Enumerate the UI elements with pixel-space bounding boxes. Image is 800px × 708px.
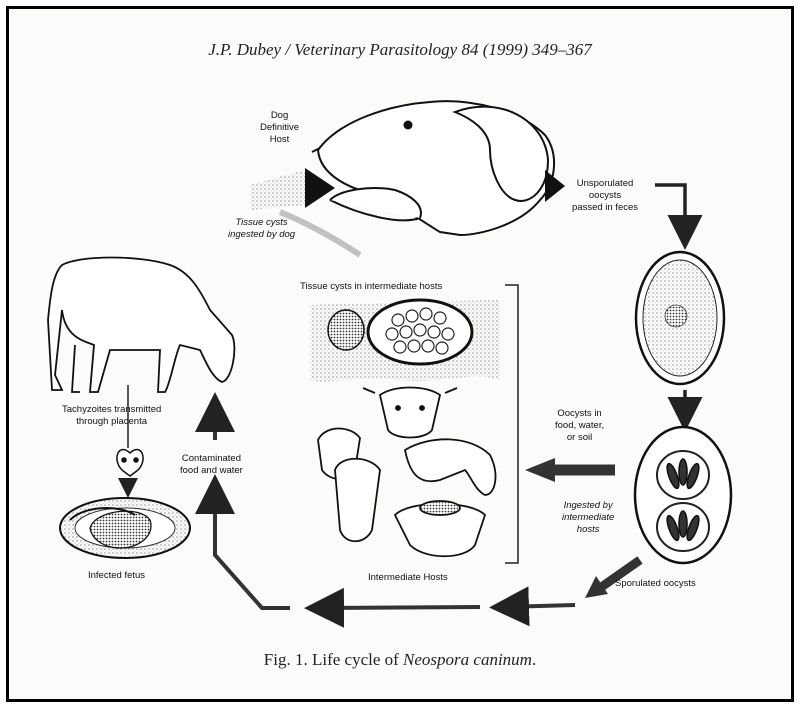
intermediate-hosts-illustration (318, 388, 495, 557)
label-sporulated-oocysts: Sporulated oocysts (615, 578, 696, 589)
figure-caption: Fig. 1. Life cycle of Neospora caninum. (263, 650, 537, 669)
arrow-contaminated-food (215, 490, 290, 608)
label-tachyzoites: Tachyzoites transmitted through placenta (62, 404, 162, 427)
arrow-to-unsporulated-oocyst (655, 185, 685, 236)
running-head: J.P. Dubey / Veterinary Parasitology 84 (1999) 349–367 (208, 40, 592, 59)
tissue-cyst-illustration (310, 300, 500, 381)
label-intermediate-hosts: Intermediate Hosts (368, 572, 448, 583)
label-tissue-cysts-ingested: Tissue cysts ingested by dog (228, 217, 296, 240)
label-contaminated-food: Contaminated food and water (180, 453, 243, 476)
intermediate-hosts-bracket (505, 285, 518, 563)
arrow-out-of-dog (545, 170, 565, 202)
placenta-icon (117, 450, 143, 476)
tissue-cysts-flow-band (250, 170, 305, 210)
label-tissue-cysts-intermediate: Tissue cysts in intermediate hosts (300, 281, 443, 292)
arrow-return-2 (320, 607, 480, 608)
label-oocysts-in-food: Oocysts in food, water, or soil (555, 408, 605, 443)
arrow-return-1 (505, 605, 575, 607)
label-ingested-by-intermediate: Ingested by intermediate hosts (562, 500, 615, 535)
unsporulated-oocyst-illustration (636, 252, 724, 384)
infected-fetus-illustration (60, 498, 190, 558)
cow-illustration (48, 258, 234, 393)
label-unsporulated-oocysts: Unsporulated oocysts passed in feces (572, 178, 639, 213)
sporulated-oocyst-illustration (635, 427, 731, 563)
label-dog-definitive-host: Dog Definitive Host (260, 110, 300, 145)
dog-head-illustration (312, 101, 554, 235)
label-infected-fetus: Infected fetus (88, 570, 146, 581)
